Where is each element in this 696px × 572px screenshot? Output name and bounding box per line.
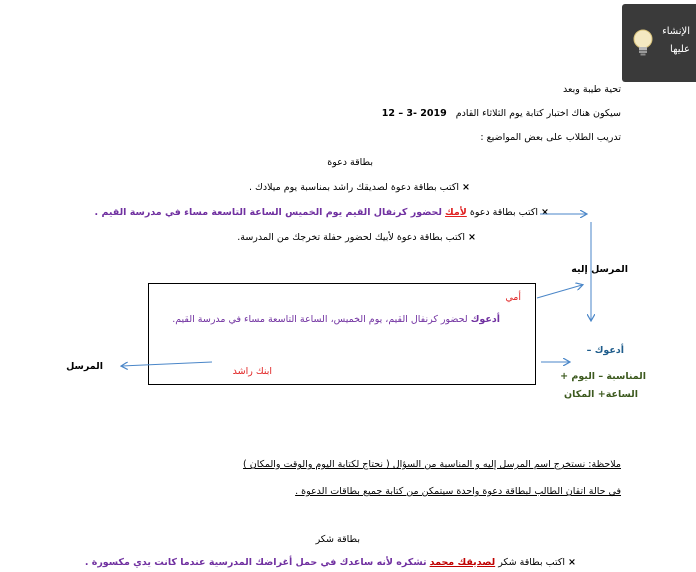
exam-text: سيكون هناك اختبار كتابة يوم الثلاثاء القادم [455, 108, 621, 119]
item-text-a: اكتب بطاقة شكر [498, 557, 565, 568]
note-line-1: ملاحظة: نستخرج اسم المرسل إليه و المناسبة من السؤال ( نحتاج لكتابة اليوم والوقت والمكان ) [243, 459, 621, 470]
legend-occasion-day: المناسبة – اليوم + [560, 371, 646, 382]
greeting-line: تحية طيبة وبعد [563, 84, 621, 95]
item-text-highlight: لصديقك محمد [429, 557, 496, 568]
bullet-x-icon: × [541, 207, 549, 218]
card-invite-word: أدعوك [470, 314, 500, 325]
item-text: اكتب بطاقة دعوة لأبيك لحضور حفلة تخرجك من المدرسة. [237, 232, 465, 243]
sender-label: المرسل [66, 361, 103, 372]
card-signature: ابنك راشد [232, 366, 272, 377]
bullet-x-icon: × [468, 232, 476, 243]
section-title-invitation: بطاقة دعوة [327, 157, 373, 168]
legend-invite: أدعوك – [586, 345, 624, 356]
item-text: اكتب بطاقة دعوة لصديقك راشد بمناسبة يوم ميلادك . [249, 182, 459, 193]
item-text-highlight: لأمك [445, 207, 467, 218]
legend-time-place: الساعة+ المكان [564, 389, 638, 400]
arrow-to-sender [122, 362, 212, 366]
item-text-a: اكتب بطاقة دعوة [469, 207, 538, 218]
card-body: لحضور كرنفال القيم، يوم الخميس، الساعة التاسعة مساء في مدرسة القيم. [172, 314, 468, 325]
training-line: تدريب الطلاب على بعض المواضيع : [480, 132, 621, 143]
item-text-c: تشكره لأنه ساعدك في حمل أغراضك المدرسية عندما كانت يدي مكسورة . [84, 557, 427, 568]
recipient-label: المرسل إليه [571, 264, 628, 275]
exam-date: 12 – 3- 2019 [381, 108, 447, 119]
notification-line-2: عليها [670, 44, 690, 55]
notification-line-1: الإنشاء [662, 26, 690, 37]
note-line-2: في حالة اتقان الطالب لبطاقة دعوة واحدة سيتمكن من كتابة جميع بطاقات الدعوة . [295, 486, 621, 497]
bullet-x-icon: × [462, 182, 470, 193]
bullet-x-icon: × [568, 557, 576, 568]
card-recipient: أمي [505, 292, 521, 303]
section-title-thanks: بطاقة شكر [315, 534, 360, 545]
arrow-card-to-recipient [537, 285, 582, 298]
item-text-c: لحضور كرنفال القيم يوم الخميس الساعة التاسعة مساء في مدرسة القيم . [94, 207, 442, 218]
